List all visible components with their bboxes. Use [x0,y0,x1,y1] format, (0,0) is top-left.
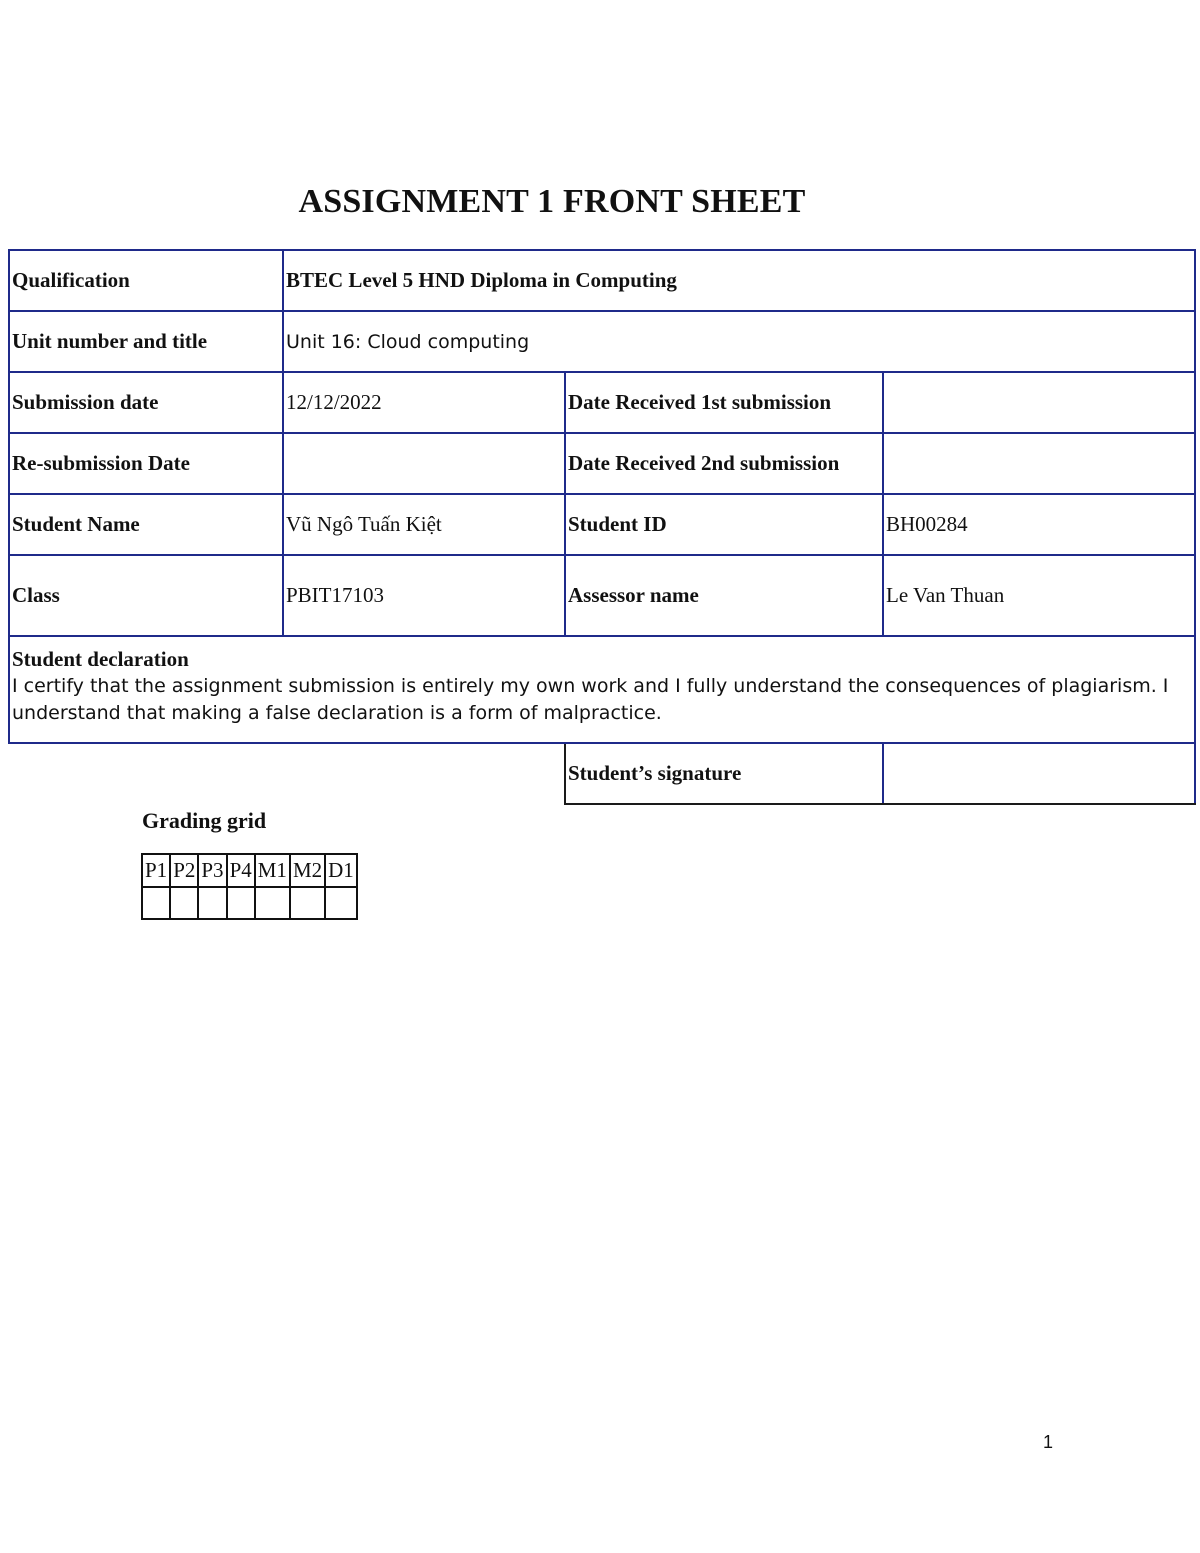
unit-value: Unit 16: Cloud computing [283,311,1195,372]
resubmission-date-label: Re-submission Date [9,433,283,494]
date-received-1st-label: Date Received 1st submission [565,372,883,433]
signature-spacer [9,743,283,804]
qualification-label: Qualification [9,250,283,311]
grading-value-row [142,887,357,919]
date-received-2nd-value [883,433,1195,494]
assessor-value: Le Van Thuan [883,555,1195,636]
signature-value [883,743,1195,804]
grade-header: M1 [255,854,290,887]
class-label: Class [9,555,283,636]
student-id-label: Student ID [565,494,883,555]
date-received-1st-value [883,372,1195,433]
class-value: PBIT17103 [283,555,565,636]
student-id-value: BH00284 [883,494,1195,555]
date-received-2nd-label: Date Received 2nd submission [565,433,883,494]
signature-spacer [283,743,565,804]
grade-cell [255,887,290,919]
assessor-label: Assessor name [565,555,883,636]
page-number: 1 [1043,1432,1054,1452]
unit-label: Unit number and title [9,311,283,372]
grading-grid-title: Grading grid [142,808,267,833]
grade-header: P3 [198,854,226,887]
grade-header: M2 [290,854,325,887]
student-name-value: Vũ Ngô Tuấn Kiệt [283,494,565,555]
class-row [9,555,1195,636]
grade-cell [325,887,357,919]
submission-date-value: 12/12/2022 [283,372,565,433]
grade-header: P1 [142,854,170,887]
resubmission-date-value [283,433,565,494]
student-declaration [9,636,1195,743]
signature-row [9,743,1195,804]
student-name-label: Student Name [9,494,283,555]
grade-cell [227,887,255,919]
declaration-title: Student declaration [12,647,189,671]
grade-header: D1 [325,854,357,887]
signature-label: Student’s signature [565,743,883,804]
resubmission-row [9,433,1195,494]
unit-row [9,311,1195,372]
grade-header: P2 [170,854,198,887]
student-row [9,494,1195,555]
qualification-value: BTEC Level 5 HND Diploma in Computing [283,250,1195,311]
grade-cell [290,887,325,919]
page-title: ASSIGNMENT 1 FRONT SHEET [298,183,806,220]
front-sheet-table [8,249,1196,805]
grade-header: P4 [227,854,255,887]
grade-cell [142,887,170,919]
declaration-row [9,636,1195,743]
submission-date-label: Submission date [9,372,283,433]
grade-cell [198,887,226,919]
grading-header-row [142,854,357,887]
grading-grid [141,853,358,920]
qualification-row [9,250,1195,311]
declaration-text: I certify that the assignment submission is entirely my own work and I fully understand the consequences of plagiarism. I understand that making a false declaration is a form of malpractice. [12,675,1169,724]
submission-row [9,372,1195,433]
grade-cell [170,887,198,919]
